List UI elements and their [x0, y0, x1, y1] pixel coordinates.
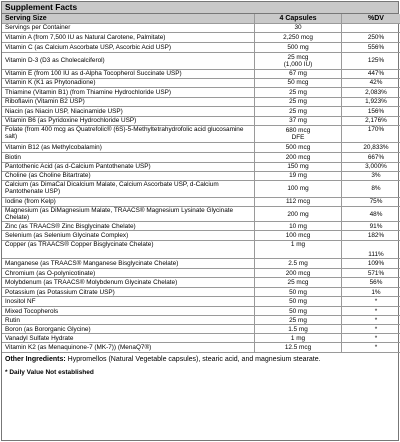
nutrient-name: Vitamin B12 (as Methylcobalamin)	[2, 143, 255, 153]
table-row	[2, 222, 400, 231]
nutrient-dv: *	[342, 307, 400, 316]
table-row	[2, 297, 400, 307]
table-row	[2, 126, 400, 143]
table-row	[2, 343, 400, 353]
nutrient-amount: 2.5 mg	[255, 259, 342, 269]
nutrient-dv: 3%	[342, 172, 400, 181]
table-row	[2, 70, 400, 79]
table-row	[2, 43, 400, 53]
nutrient-amount: 25 mcg (1,000 IU)	[255, 53, 342, 70]
nutrient-name: Inositol NF	[2, 297, 255, 307]
nutrient-name: Servings per Container	[2, 24, 255, 33]
nutrient-name: Calcium (as DimaCal Dicalcium Malate, Calcium Ascorbate USP, d-Calcium Pantothenate USP)	[2, 181, 255, 198]
nutrient-amount: 2,250 mcg	[255, 33, 342, 43]
nutrient-amount: 1.5 mg	[255, 325, 342, 334]
table-row	[2, 98, 400, 107]
table-row	[2, 143, 400, 153]
nutrient-amount: 200 mg	[255, 207, 342, 222]
nutrient-name: Vitamin E (from 100 IU as d-Alpha Tocopherol Succinate USP)	[2, 70, 255, 79]
nutrient-amount: 25 mg	[255, 98, 342, 107]
table-row	[2, 88, 400, 98]
nutrient-dv: 111%	[342, 241, 400, 259]
nutrient-amount: 500 mcg	[255, 143, 342, 153]
nutrient-dv: 91%	[342, 222, 400, 231]
table-row	[2, 163, 400, 172]
nutrient-amount: 1 mg	[255, 241, 342, 259]
table-row	[2, 153, 400, 163]
nutrient-amount: 25 mg	[255, 316, 342, 325]
nutrient-name: Niacin (as Niacin USP, Niacinamide USP)	[2, 107, 255, 117]
table-row	[2, 33, 400, 43]
table-row	[2, 181, 400, 198]
nutrient-dv: 447%	[342, 70, 400, 79]
nutrient-amount: 19 mg	[255, 172, 342, 181]
nutrient-name: Choline (as Choline Bitartrate)	[2, 172, 255, 181]
nutrient-dv: 170%	[342, 126, 400, 143]
nutrient-dv: *	[342, 343, 400, 353]
panel-title: Supplement Facts	[2, 2, 398, 14]
other-ingredients-label: Other Ingredients:	[5, 356, 66, 364]
nutrient-amount: 112 mcg	[255, 198, 342, 207]
nutrient-dv: 125%	[342, 53, 400, 70]
table-row	[2, 288, 400, 297]
nutrient-dv: *	[342, 297, 400, 307]
nutrient-dv: 571%	[342, 269, 400, 278]
table-header-row	[2, 14, 400, 24]
table-row	[2, 207, 400, 222]
nutrient-amount: 25 mcg	[255, 278, 342, 288]
nutrient-amount: 37 mg	[255, 117, 342, 126]
nutrient-dv: 667%	[342, 153, 400, 163]
table-row	[2, 79, 400, 88]
nutrient-name: Boron (as Bororganic Glycine)	[2, 325, 255, 334]
nutrient-dv: *	[342, 325, 400, 334]
serving-size-label: Serving Size	[2, 14, 255, 24]
nutrient-name: Magnesium (as DiMagnesium Malate, TRAACS® Magnesium Lysinate Glycinate Chelate)	[2, 207, 255, 222]
table-row	[2, 172, 400, 181]
nutrient-name: Molybdenum (as TRAACS® Molybdenum Glycinate Chelate)	[2, 278, 255, 288]
table-row	[2, 117, 400, 126]
nutrient-amount: 30	[255, 24, 342, 33]
table-row	[2, 231, 400, 241]
nutrient-dv: 109%	[342, 259, 400, 269]
nutrient-dv: 3,000%	[342, 163, 400, 172]
nutrient-name: Rutin	[2, 316, 255, 325]
nutrient-amount: 100 mcg	[255, 231, 342, 241]
table-row	[2, 269, 400, 278]
nutrient-name: Thiamine (Vitamin B1) (from Thiamine Hydrochloride USP)	[2, 88, 255, 98]
amount-header: 4 Capsules	[255, 14, 342, 24]
nutrient-amount: 50 mg	[255, 307, 342, 316]
table-row	[2, 316, 400, 325]
nutrient-dv: 2,083%	[342, 88, 400, 98]
nutrient-dv: 182%	[342, 231, 400, 241]
nutrient-amount: 500 mg	[255, 43, 342, 53]
table-row	[2, 24, 400, 33]
nutrient-name: Pantothenic Acid (as d-Calcium Pantothenate USP)	[2, 163, 255, 172]
other-ingredients	[2, 353, 398, 364]
nutrient-amount: 50 mg	[255, 297, 342, 307]
nutrient-dv: 1,923%	[342, 98, 400, 107]
table-row	[2, 241, 400, 259]
nutrient-dv: *	[342, 334, 400, 343]
nutrient-dv: 42%	[342, 79, 400, 88]
nutrient-dv: 156%	[342, 107, 400, 117]
nutrient-dv: 56%	[342, 278, 400, 288]
nutrient-name: Zinc (as TRAACS® Zinc Bisglycinate Chelate)	[2, 222, 255, 231]
nutrient-amount: 150 mg	[255, 163, 342, 172]
nutrient-amount: 200 mcg	[255, 269, 342, 278]
nutrient-dv: 20,833%	[342, 143, 400, 153]
dv-header: %DV	[342, 14, 400, 24]
nutrient-dv: 75%	[342, 198, 400, 207]
nutrient-amount: 50 mcg	[255, 79, 342, 88]
nutrient-amount: 1 mg	[255, 334, 342, 343]
table-row	[2, 259, 400, 269]
nutrient-name: Vitamin B6 (as Pyridoxine Hydrochloride USP)	[2, 117, 255, 126]
nutrient-dv: 250%	[342, 33, 400, 43]
table-row	[2, 325, 400, 334]
nutrient-name: Selenium (as Selenium Glycinate Complex)	[2, 231, 255, 241]
supplement-facts-panel	[1, 1, 399, 441]
nutrient-dv: *	[342, 316, 400, 325]
table-row	[2, 107, 400, 117]
nutrient-dv: 8%	[342, 181, 400, 198]
nutrient-amount: 67 mg	[255, 70, 342, 79]
nutrient-name: Copper (as TRAACS® Copper Bisglycinate Chelate)	[2, 241, 255, 259]
nutrient-name: Vanadyl Sulfate Hydrate	[2, 334, 255, 343]
nutrient-name: Biotin	[2, 153, 255, 163]
table-row	[2, 307, 400, 316]
nutrient-name: Mixed Tocopherols	[2, 307, 255, 316]
nutrient-name: Manganese (as TRAACS® Manganese Bisglycinate Chelate)	[2, 259, 255, 269]
table-row	[2, 198, 400, 207]
table-row	[2, 334, 400, 343]
table-row	[2, 278, 400, 288]
nutrient-name: Vitamin K2 (as Menaquinone-7 (MK-7)) (MenaQ7®)	[2, 343, 255, 353]
nutrient-amount: 10 mg	[255, 222, 342, 231]
nutrient-amount: 12.5 mcg	[255, 343, 342, 353]
nutrient-dv: 2,176%	[342, 117, 400, 126]
nutrient-name: Vitamin A (from 7,500 IU as Natural Carotene, Palmitate)	[2, 33, 255, 43]
nutrient-name: Potassium (as Potassium Citrate USP)	[2, 288, 255, 297]
facts-table	[2, 14, 400, 353]
nutrient-amount: 680 mcg DFE	[255, 126, 342, 143]
nutrient-amount: 200 mcg	[255, 153, 342, 163]
nutrient-name: Vitamin D-3 (D3 as Cholecalciferol)	[2, 53, 255, 70]
daily-value-note: * Daily Value Not established	[5, 369, 94, 377]
nutrient-dv: 556%	[342, 43, 400, 53]
nutrient-name: Iodine (from Kelp)	[2, 198, 255, 207]
nutrient-name: Chromium (as O-polynicotinate)	[2, 269, 255, 278]
table-row	[2, 53, 400, 70]
other-ingredients-text: Hypromellos (Natural Vegetable capsules), stearic acid, and magnesium stearate.	[65, 356, 321, 364]
nutrient-name: Folate (from 400 mcg as Quatrefolic® (6S)-5-Methyltetrahydrofolic acid glucosamine salt)	[2, 126, 255, 143]
nutrient-amount: 25 mg	[255, 107, 342, 117]
nutrient-name: Vitamin K (K1 as Phytonadione)	[2, 79, 255, 88]
nutrient-dv: 1%	[342, 288, 400, 297]
nutrient-amount: 25 mg	[255, 88, 342, 98]
nutrient-dv	[342, 24, 400, 33]
nutrient-amount: 100 mg	[255, 181, 342, 198]
nutrient-dv: 48%	[342, 207, 400, 222]
nutrient-name: Riboflavin (Vitamin B2 USP)	[2, 98, 255, 107]
nutrient-name: Vitamin C (as Calcium Ascorbate USP, Ascorbic Acid USP)	[2, 43, 255, 53]
nutrient-amount: 50 mg	[255, 288, 342, 297]
